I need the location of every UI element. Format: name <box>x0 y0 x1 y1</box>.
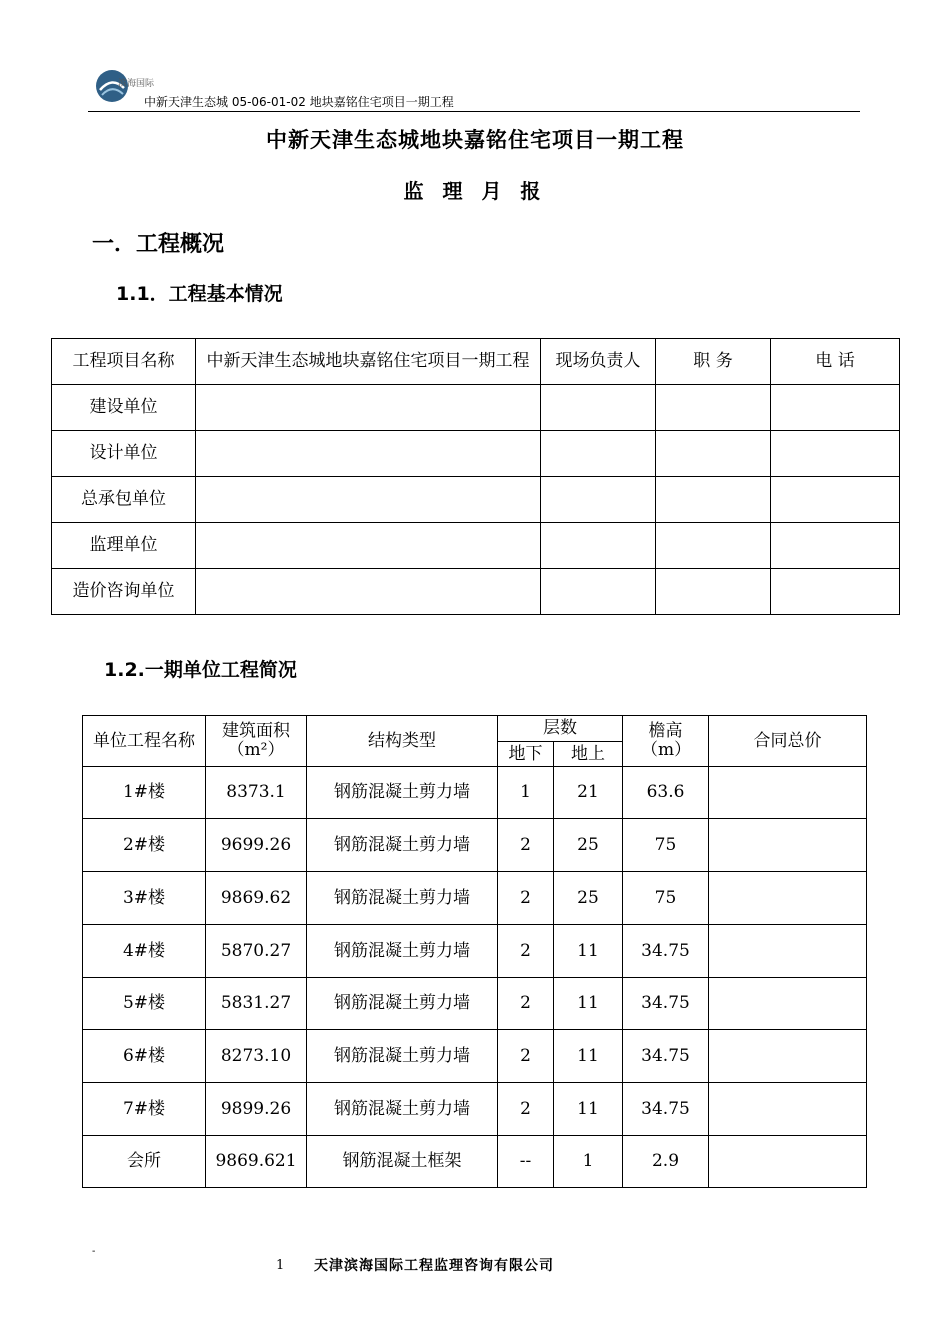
table-cell <box>656 569 771 615</box>
table-cell: 11 <box>554 925 623 978</box>
table-cell: 9699.26 <box>206 819 307 872</box>
table-cell <box>541 431 656 477</box>
header-cell: 结构类型 <box>307 716 498 767</box>
header-cell: 建筑面积（m²） <box>206 716 307 767</box>
table-cell: 5831.27 <box>206 978 307 1030</box>
table-cell <box>771 477 900 523</box>
footer-company-name: 天津滨海国际工程监理咨询有限公司 <box>314 1258 554 1274</box>
table-cell <box>656 523 771 569</box>
table-cell: 7#楼 <box>83 1083 206 1136</box>
table-row <box>83 767 867 819</box>
table-cell: 2 <box>498 978 554 1030</box>
table-cell <box>709 1030 867 1083</box>
table-cell <box>771 431 900 477</box>
table-cell <box>709 819 867 872</box>
table-cell <box>709 1083 867 1136</box>
table-cell: 34.75 <box>623 1083 709 1136</box>
header-project-line: 中新天津生态城 05-06-01-02 地块嘉铭住宅项目一期工程 <box>144 95 454 109</box>
table-cell: 3#楼 <box>83 872 206 925</box>
row-label: 造价咨询单位 <box>52 569 196 615</box>
table-row <box>52 523 900 569</box>
table-cell <box>771 569 900 615</box>
page-number: 1 <box>276 1258 285 1273</box>
table-cell: 25 <box>554 819 623 872</box>
table-cell: 11 <box>554 978 623 1030</box>
header-cell: 中新天津生态城地块嘉铭住宅项目一期工程 <box>196 339 541 385</box>
table-cell: 4#楼 <box>83 925 206 978</box>
section-heading-basic-info: 1.1．工程基本情况 <box>116 283 283 305</box>
table-cell <box>771 385 900 431</box>
table-cell <box>541 569 656 615</box>
table-cell: 钢筋混凝土剪力墙 <box>307 925 498 978</box>
table-cell: 2#楼 <box>83 819 206 872</box>
header-cell: 电 话 <box>771 339 900 385</box>
header-cell: 檐高（m） <box>623 716 709 767</box>
table-cell: 34.75 <box>623 1030 709 1083</box>
table-cell: 11 <box>554 1083 623 1136</box>
table-row <box>52 431 900 477</box>
header-cell: 现场负责人 <box>541 339 656 385</box>
table-header-row <box>52 339 900 385</box>
table-cell: 1 <box>554 1136 623 1188</box>
table-row <box>83 872 867 925</box>
table-cell: 2 <box>498 925 554 978</box>
row-label: 设计单位 <box>52 431 196 477</box>
table-cell: 5#楼 <box>83 978 206 1030</box>
unit-projects-table <box>82 715 867 1188</box>
table-row <box>52 569 900 615</box>
table-row <box>83 1030 867 1083</box>
table-cell: 钢筋混凝土剪力墙 <box>307 767 498 819</box>
row-label: 监理单位 <box>52 523 196 569</box>
row-label: 建设单位 <box>52 385 196 431</box>
table-cell <box>656 477 771 523</box>
table-cell: 21 <box>554 767 623 819</box>
table-cell: 钢筋混凝土剪力墙 <box>307 1083 498 1136</box>
table-cell <box>541 385 656 431</box>
section-heading-overview: 一．工程概况 <box>92 232 225 257</box>
table-cell: 钢筋混凝土框架 <box>307 1136 498 1188</box>
table-cell <box>196 431 541 477</box>
table-row <box>83 1136 867 1188</box>
basic-info-table <box>51 338 900 615</box>
table-cell: 1#楼 <box>83 767 206 819</box>
table-cell <box>709 1136 867 1188</box>
footer-dash: - <box>92 1246 96 1257</box>
header-cell: 职 务 <box>656 339 771 385</box>
table-cell: 63.6 <box>623 767 709 819</box>
table-cell: 9899.26 <box>206 1083 307 1136</box>
table-row <box>83 925 867 978</box>
table-cell: 钢筋混凝土剪力墙 <box>307 819 498 872</box>
table-cell: 11 <box>554 1030 623 1083</box>
table-cell: 8373.1 <box>206 767 307 819</box>
table-cell: 会所 <box>83 1136 206 1188</box>
header-cell: 合同总价 <box>709 716 867 767</box>
table-cell: 34.75 <box>623 925 709 978</box>
header-divider <box>88 111 860 112</box>
table-cell <box>541 523 656 569</box>
table-cell <box>709 872 867 925</box>
table-cell: 钢筋混凝土剪力墙 <box>307 978 498 1030</box>
table-cell: 2 <box>498 1030 554 1083</box>
table-cell: 1 <box>498 767 554 819</box>
table-cell: 9869.621 <box>206 1136 307 1188</box>
header-cell: 层数 <box>498 716 623 742</box>
table-cell: 钢筋混凝土剪力墙 <box>307 872 498 925</box>
table-cell <box>196 477 541 523</box>
table-cell: 2.9 <box>623 1136 709 1188</box>
table-cell: 2 <box>498 819 554 872</box>
table-cell: 5870.27 <box>206 925 307 978</box>
table-cell: 9869.62 <box>206 872 307 925</box>
table-cell <box>709 767 867 819</box>
header-cell: 单位工程名称 <box>83 716 206 767</box>
table-row <box>52 385 900 431</box>
table-cell: -- <box>498 1136 554 1188</box>
logo-text: 滨海国际 <box>118 79 155 89</box>
document-subtitle: 监 理 月 报 <box>403 179 547 203</box>
table-cell: 25 <box>554 872 623 925</box>
table-cell: 钢筋混凝土剪力墙 <box>307 1030 498 1083</box>
table-cell <box>709 925 867 978</box>
table-cell: 2 <box>498 1083 554 1136</box>
table-row <box>52 477 900 523</box>
table-row <box>83 1083 867 1136</box>
table-cell: 75 <box>623 819 709 872</box>
table-header-row <box>83 716 867 742</box>
table-cell <box>656 385 771 431</box>
table-cell <box>196 385 541 431</box>
header-cell: 工程项目名称 <box>52 339 196 385</box>
table-cell <box>196 523 541 569</box>
table-cell: 34.75 <box>623 978 709 1030</box>
table-row <box>83 978 867 1030</box>
table-cell: 2 <box>498 872 554 925</box>
row-label: 总承包单位 <box>52 477 196 523</box>
table-cell: 6#楼 <box>83 1030 206 1083</box>
table-cell: 8273.10 <box>206 1030 307 1083</box>
header-cell: 地上 <box>554 742 623 767</box>
table-cell <box>196 569 541 615</box>
section-heading-unit-overview: 1.2.一期单位工程简况 <box>104 659 297 681</box>
document-title: 中新天津生态城地块嘉铭住宅项目一期工程 <box>266 128 684 152</box>
table-cell <box>709 978 867 1030</box>
table-cell: 75 <box>623 872 709 925</box>
table-cell <box>656 431 771 477</box>
table-row <box>83 819 867 872</box>
header-cell: 地下 <box>498 742 554 767</box>
table-cell <box>541 477 656 523</box>
table-cell <box>771 523 900 569</box>
